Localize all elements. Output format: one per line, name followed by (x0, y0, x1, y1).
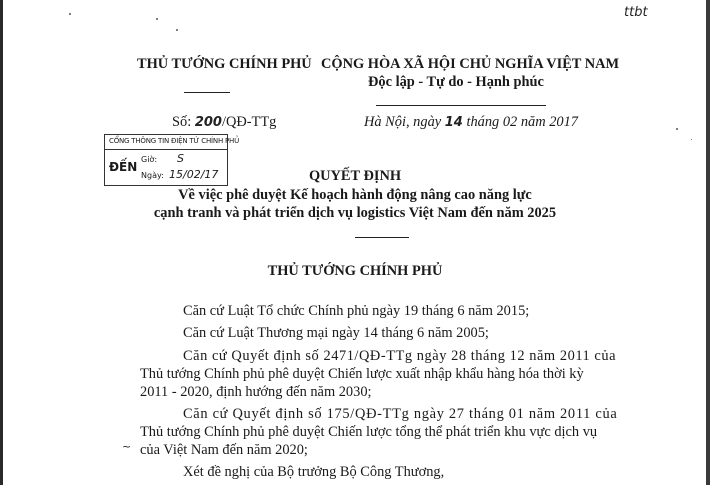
corner-handwritten-note: ttbt (624, 5, 648, 20)
stamp-time-value: S (177, 152, 184, 165)
authority-heading: THỦ TƯỚNG CHÍNH PHỦ (267, 263, 443, 279)
motto: Độc lập - Tự do - Hạnh phúc (368, 74, 544, 90)
paragraph-5: Xét đề nghị của Bộ trưởng Bộ Công Thương, (183, 464, 445, 480)
paragraph-3-line3: 2011 - 2020, định hướng đến năm 2030; (140, 384, 372, 400)
stamp-den-label: ĐẾN (109, 160, 138, 174)
date-day-handwritten: 14 (444, 115, 463, 130)
scan-speck (176, 29, 178, 31)
number-suffix: /QĐ-TTg (221, 114, 277, 130)
margin-pen-mark: ~ (122, 440, 132, 453)
decision-title: QUYẾT ĐỊNH (308, 168, 402, 184)
scan-edge-right (706, 0, 710, 485)
number-prefix: Số: (172, 114, 192, 130)
scan-speck (691, 139, 692, 140)
scan-speck (676, 128, 678, 130)
paragraph-4-line2: Thủ tướng Chính phủ phê duyệt Chiến lược tổng thể phát triển khu vực dịch vụ (140, 424, 598, 440)
paragraph-2: Căn cứ Luật Thương mại ngày 14 tháng 6 năm 2005; (183, 325, 489, 341)
country-title: CỘNG HÒA XÃ HỘI CHỦ NGHĨA VIỆT NAM (321, 56, 620, 72)
scan-speck (69, 13, 71, 15)
scan-edge-left (0, 0, 3, 485)
place-date (364, 114, 578, 131)
number-handwritten: 200 (194, 115, 222, 130)
stamp-date-label: Ngày: (141, 171, 164, 180)
paragraph-3-line1: Căn cứ Quyết định số 2471/QĐ-TTg ngày 28 tháng 12 năm 2011 của (183, 348, 617, 364)
decision-subtitle-line1: Về việc phê duyệt Kế hoạch hành động nâng cao năng lực (178, 187, 532, 203)
place-date-suffix: tháng 02 năm 2017 (466, 114, 578, 130)
paragraph-4-line1: Căn cứ Quyết định số 175/QĐ-TTg ngày 27 tháng 01 năm 2011 của (183, 406, 618, 422)
paragraph-1: Căn cứ Luật Tổ chức Chính phủ ngày 19 tháng 6 năm 2015; (183, 303, 530, 319)
issuer-underline (184, 92, 230, 93)
stamp-organization: CỔNG THÔNG TIN ĐIỆN TỬ CHÍNH PHỦ (109, 137, 240, 145)
stamp-divider (105, 149, 227, 150)
paragraph-3-line2: Thủ tướng Chính phủ phê duyệt Chiến lược xuất nhập khẩu hàng hóa thời kỳ (140, 366, 584, 382)
document-number (172, 114, 276, 131)
stamp-date-value: 15/02/17 (169, 168, 219, 181)
place-date-prefix: Hà Nội, ngày (364, 114, 442, 130)
scan-speck (156, 18, 158, 20)
decision-subtitle-line2: cạnh tranh và phát triển dịch vụ logistics Việt Nam đến năm 2025 (153, 205, 557, 221)
issuer-title: THỦ TƯỚNG CHÍNH PHỦ (137, 56, 312, 72)
stamp-time-label: Giờ: (141, 155, 158, 164)
paragraph-4-line3: của Việt Nam đến năm 2020; (140, 442, 308, 458)
subtitle-underline (355, 237, 409, 238)
motto-underline (376, 105, 546, 106)
